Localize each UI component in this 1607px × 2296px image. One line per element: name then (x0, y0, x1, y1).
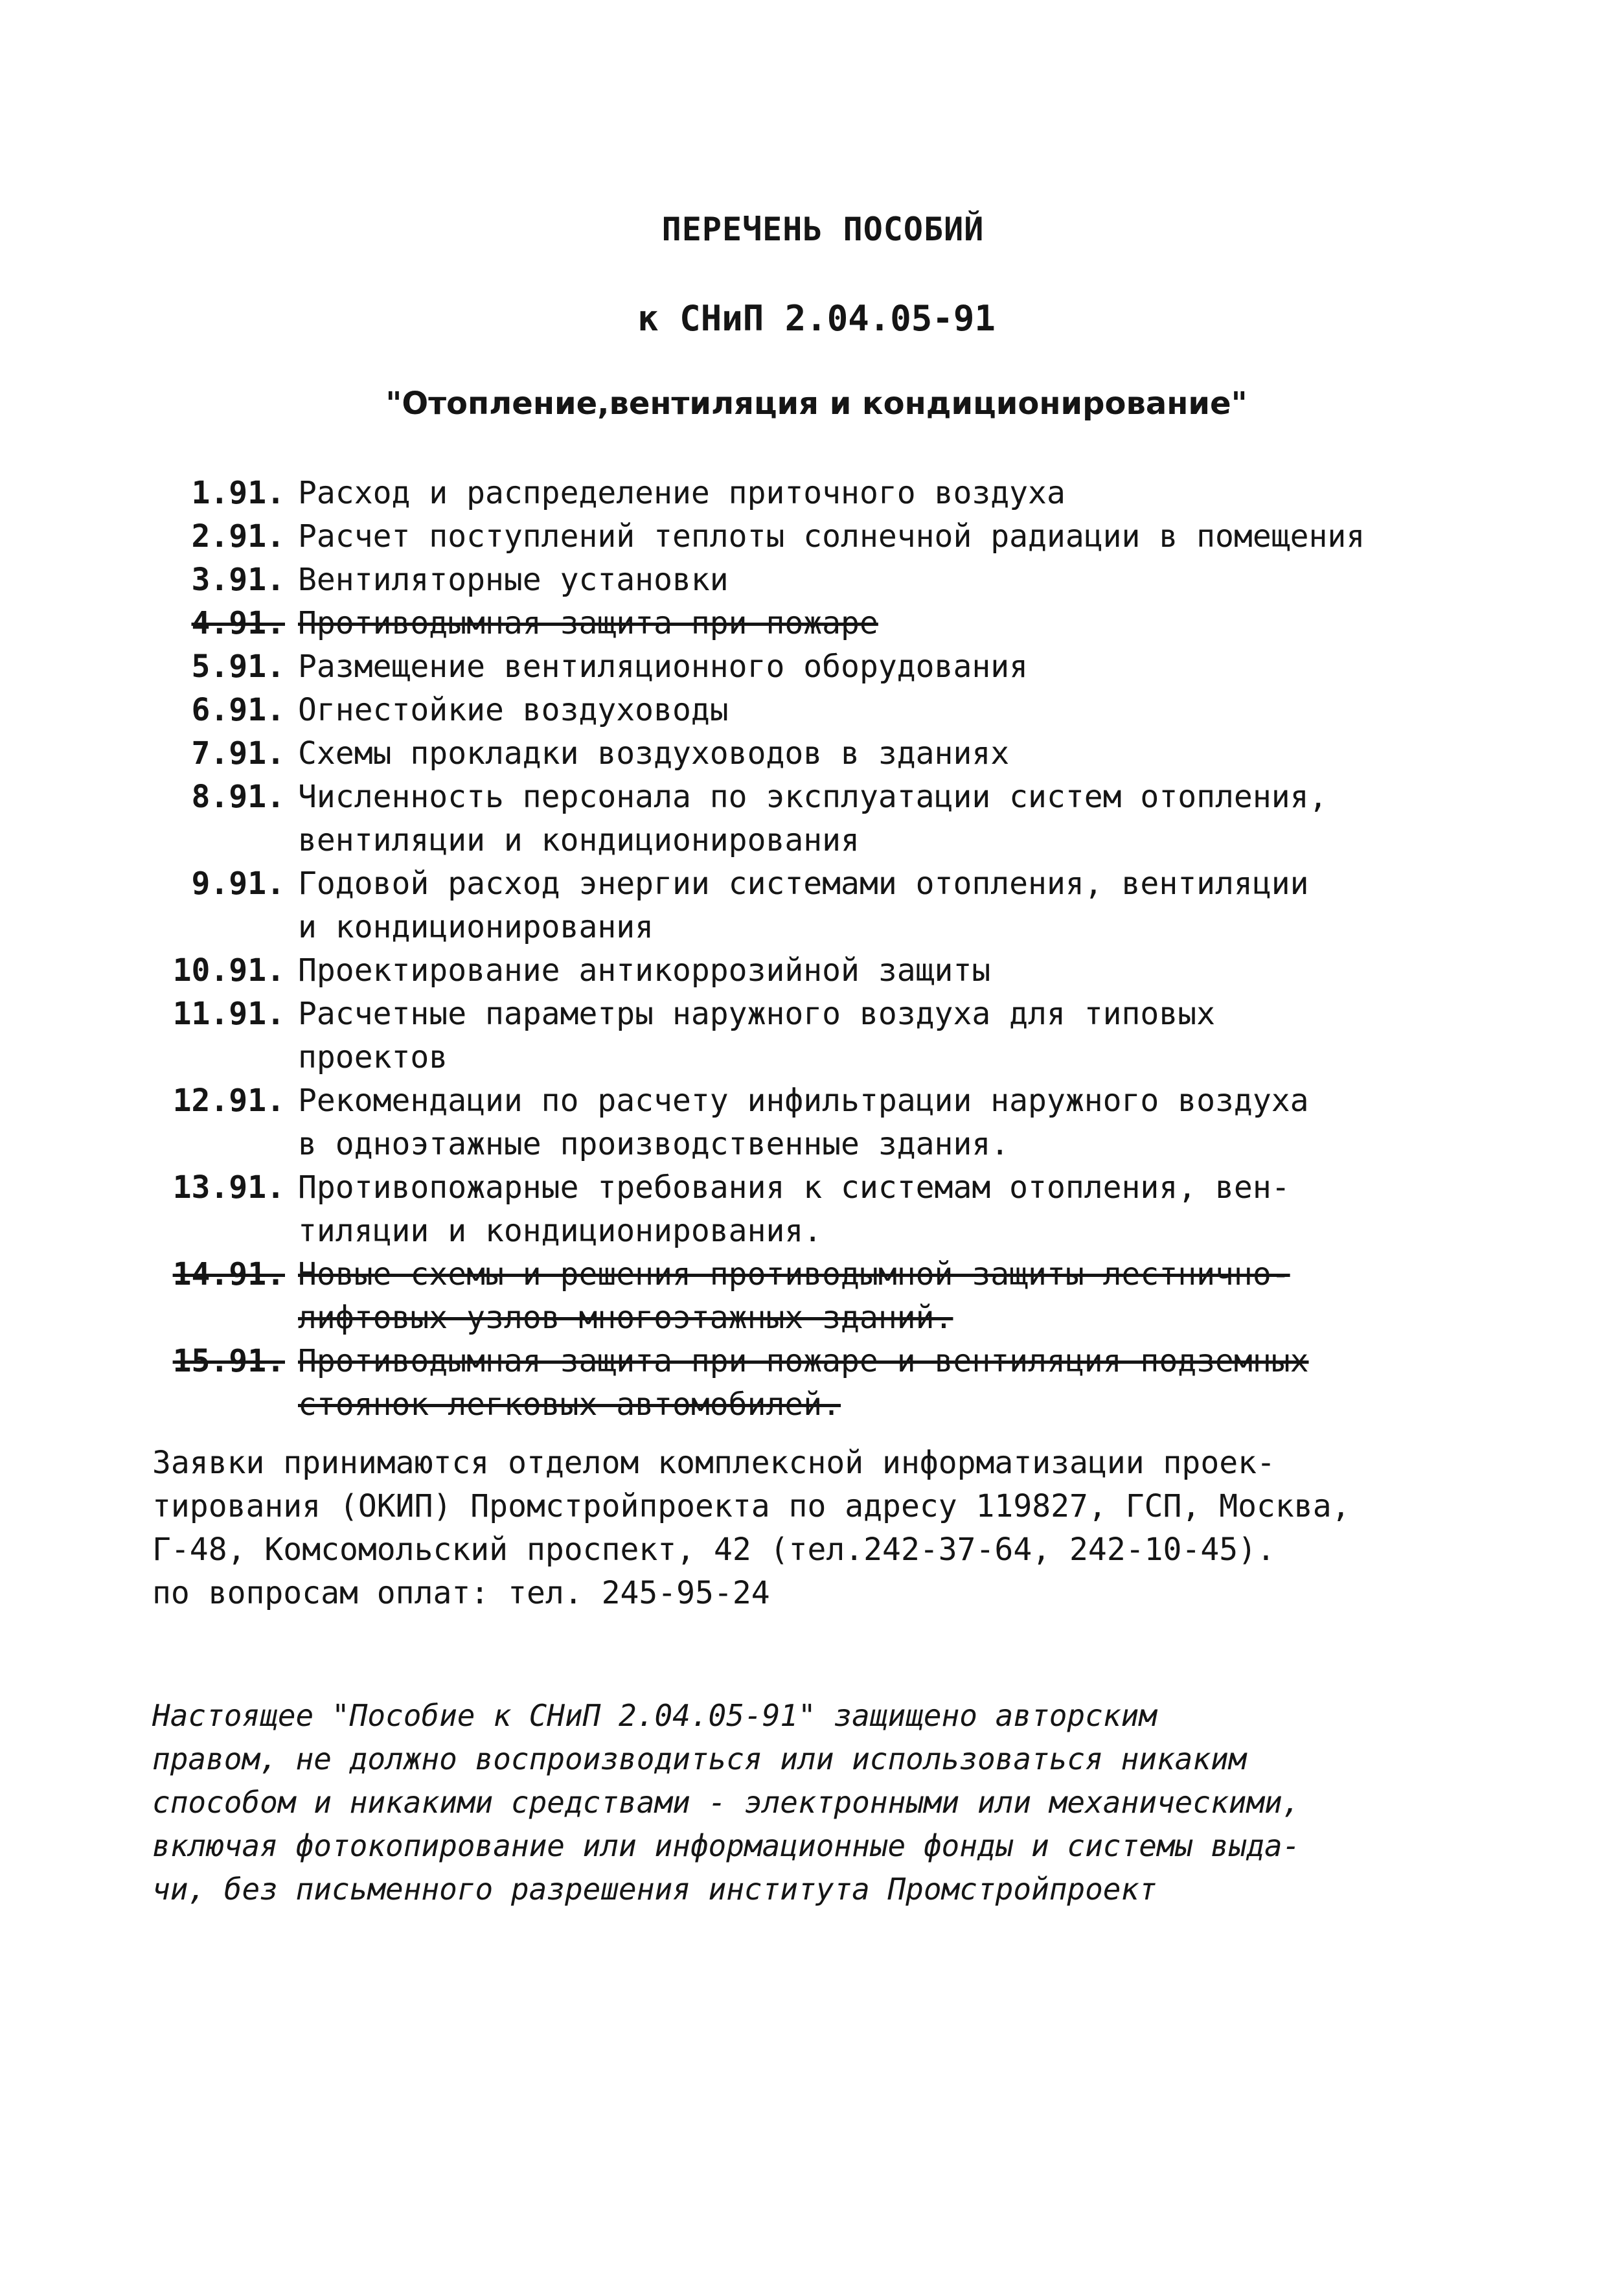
list-item-text: Размещение вентиляционного оборудования (298, 649, 1029, 685)
document-code: к СНиП 2.04.05-91 (637, 298, 996, 339)
list-item (142, 1166, 1567, 1253)
list-item (142, 775, 1567, 862)
list-item-text: Рекомендации по расчету инфильтрации наружного воздуха в одноэтажные производственные здания. (298, 1083, 1309, 1162)
document-title: ПЕРЕЧЕНЬ ПОСОБИЙ (661, 211, 985, 248)
list-item-text: Проектирование антикоррозийной защиты (298, 952, 991, 989)
list-item (142, 689, 1567, 732)
list-item-text: Новые схемы и решения противодымной защиты лестнично- лифтовых узлов многоэтажных зданий. (298, 1256, 1290, 1336)
list-item-number: 3.91. (191, 562, 285, 598)
list-item (142, 558, 1567, 602)
list-item-number: 15.91. (172, 1343, 285, 1379)
list-item-text: Годовой расход энергии системами отопления, вентиляции и кондиционирования (298, 866, 1309, 945)
list-item-text: Схемы прокладки воздуховодов в зданиях (298, 735, 1010, 772)
list-item-number: 10.91. (172, 952, 285, 989)
manuals-list (142, 472, 1567, 1427)
list-item-number: 5.91. (191, 649, 285, 685)
list-item-text: Расчетные параметры наружного воздуха для типовых проектов (298, 996, 1216, 1075)
list-item (142, 515, 1567, 558)
list-item (142, 1253, 1567, 1340)
list-item-number: 14.91. (172, 1256, 285, 1292)
list-item-text: Численность персонала по эксплуатации систем отопления, вентиляции и кондиционирования (298, 779, 1328, 858)
list-item-text: Вентиляторные установки (298, 562, 729, 598)
list-item-text: Расчет поступлений теплоты солнечной радиации в помещения (298, 518, 1365, 555)
list-item (142, 1079, 1567, 1166)
list-item-number: 6.91. (191, 692, 285, 728)
list-item-number: 7.91. (191, 735, 285, 772)
list-item-text: Противодымная защита при пожаре (298, 605, 878, 641)
list-item-text: Противопожарные требования к системам отопления, вен- тиляции и кондиционирования. (298, 1169, 1290, 1249)
orders-paragraph: Заявки принимаются отделом комплексной информатизации проек- тирования (ОКИП) Промстройпроекта по адресу 119827, ГСП, Москва, Г-48, Комсомольский проспект, 42 (тел.242-37-64, 242-10-45). по вопросам оплат: тел. 245-95-24 (152, 1445, 1351, 1611)
list-item-text: Расход и распределение приточного воздуха (298, 475, 1066, 511)
copyright-notice: Настоящее "Пособие к СНиП 2.04.05-91" защищено авторским правом, не должно воспроизводиться или использоваться никаким способом и никакими средствами - электронными или механическими, включая фотокопирование или информационные фонды и системы выда- чи, без письменного разрешения института Промстройпроект (152, 1698, 1301, 1907)
list-item (142, 645, 1567, 689)
list-item-number: 11.91. (172, 996, 285, 1032)
list-item-text: Противодымная защита при пожаре и вентиляция подземных стоянок легковых автомобилей. (298, 1343, 1309, 1423)
list-item-text: Огнестойкие воздуховоды (298, 692, 729, 728)
list-item-number: 13.91. (172, 1169, 285, 1206)
list-item-number: 12.91. (172, 1083, 285, 1119)
list-item-number: 4.91. (191, 605, 285, 641)
list-item (142, 993, 1567, 1079)
list-item (142, 602, 1567, 645)
list-item (142, 862, 1567, 949)
document-subject: "Отопление,вентиляция и кондиционирование" (385, 385, 1248, 422)
list-item (142, 1340, 1567, 1427)
list-item-number: 1.91. (191, 475, 285, 511)
list-item-number: 8.91. (191, 779, 285, 815)
list-item (142, 949, 1567, 993)
list-item (142, 472, 1567, 515)
list-item-number: 2.91. (191, 518, 285, 555)
list-item-number: 9.91. (191, 866, 285, 902)
list-item (142, 732, 1567, 775)
